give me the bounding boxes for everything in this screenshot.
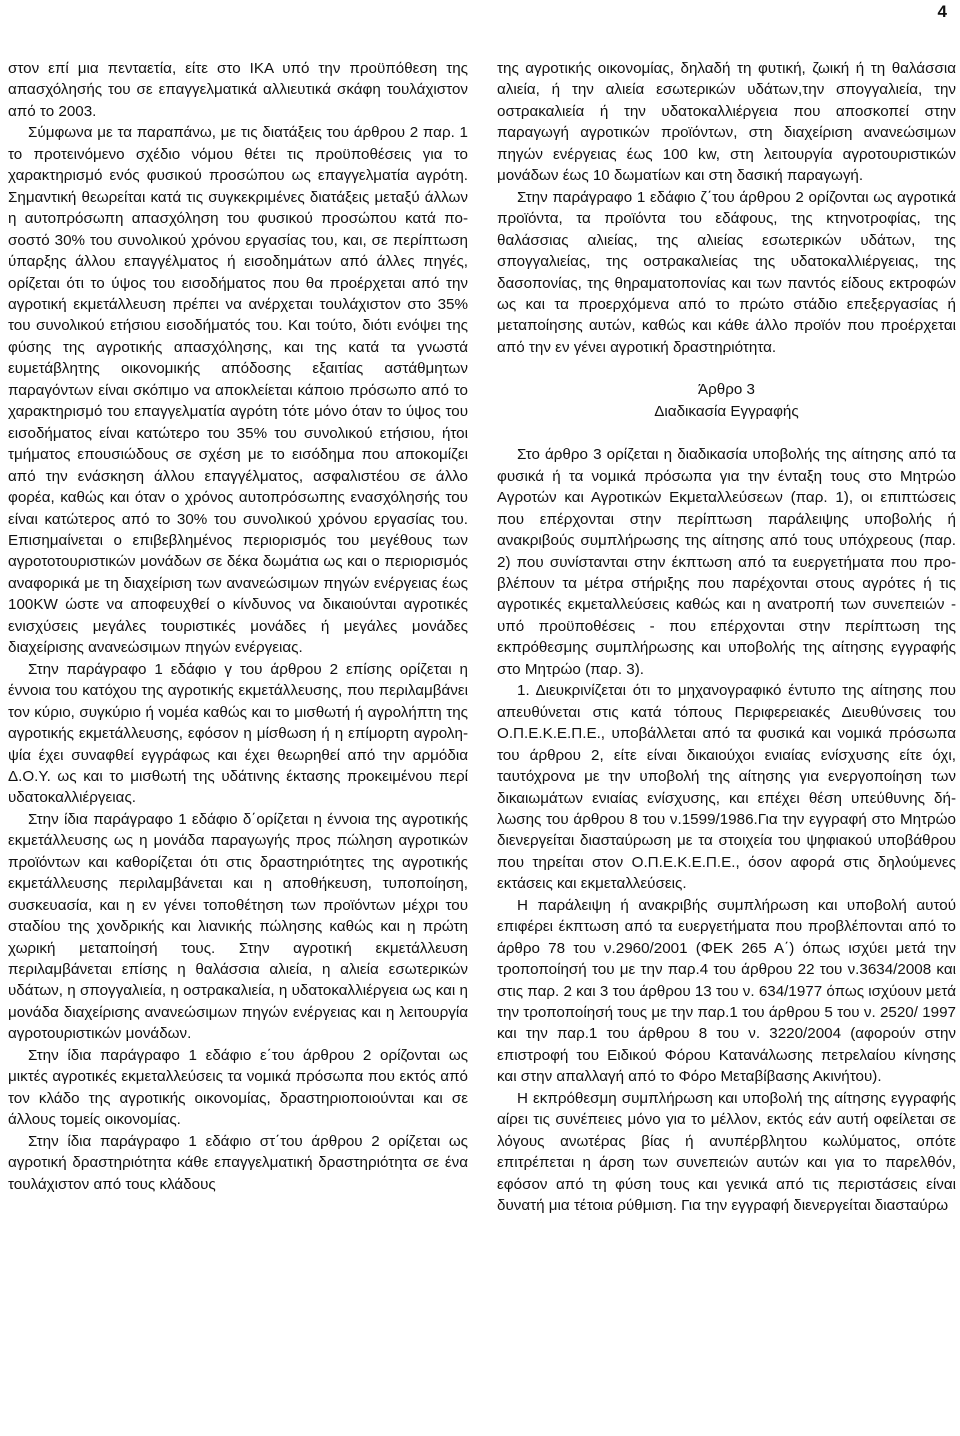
- paragraph: Στην ίδια παράγραφο 1 εδάφιο στ΄του άρθρου 2 ορίζεται ως αγροτική δραστηριότητα κάθε επαγγελματική δραστηριότητα σε ένα τουλάχιστον από τους κλάδους: [8, 1132, 468, 1193]
- article-subheading: Διαδικασία Εγγραφής: [654, 402, 799, 420]
- paragraph: της αγροτικής οικονομίας, δηλαδή τη φυτική, ζωική ή τη θαλάσσια αλιεία, ή την αλιεία εσωτερικών υδάτων,την σπογγαλιεία, την οστρακαλιεία ή την υδατοκαλλιέργεια που αποσκοπεί στην παραγωγή αγροτικών προϊόντων, στη διαχείριση ανανεώσιμων πηγών ενέργειας έως 100 kw, στη λειτουργία αγροτουριστικών μονάδων έως 10 δωματίων και στη δασική παραγωγή.: [497, 60, 956, 185]
- paragraph: Σύμφωνα με τα παραπάνω, με τις διατάξεις του άρθρου 2 παρ. 1 το προτεινόμενο σχέδιο νόμου θέτει τις προϋποθέσεις για το χαρακτηρισμό ενός φυσικού προσώπου ως επαγγελματία αγρότη. Σημαντική θεωρείται κατά τις συγκεκριμένες διατάξεις μεταξύ άλλων η αυτοπρόσωπη απασχόληση του φυσικού προσώπου κατά ποσοστό 30% του συνολικού χρόνου εργασίας του, και, σε περίπτωση ύπαρξης άλλου επαγγέλματος ή εισοδημάτων από άλλες πηγές, ορίζεται ότι το ύψος του εισοδήματος που θα προέρχεται από την αγροτική εκμετάλλευση πρέπει να ανέρχεται τουλάχιστον στο 35% του συνολικού ετήσιου εισοδήματός του. Και τούτο, διότι ενόψει της φύσης της αγροτικής απασχόλησης, και της κατά τα γνωστά ευμετάβλητης οικονομικής απόδοσης εξαιτίας αστάθμητων παραγόντων είναι σκόπιμο να αποκλείεται κάποιο πρόσωπο από το χαρακτηρισμό του επαγγελματία αγρότη τότε μόνο όταν το ύψος του εισοδήματος είναι κατώτερο του 35% του συνολικού ετήσιου, ήτοι τμήματος επουσιώδους σε σχέση με το εισόδημα που αποκομίζει από την ενάσκηση άλλου επαγγέλματος, ασφαλιστέου σε άλλο φορέα, καθώς και όταν ο χρόνος αυτοπρόσωπης ενασχόλησής του είναι κατώτερος από το 30% του συνολικού χρόνου εργασίας του. Επισημαίνεται ο επιβεβλημένος περιορισμός του μεγέθους των αγροτοτουριστικών μονάδων σε δέκα δωμάτια ως και ο περιορισμός αναφορικά με τη διαχείριση των ανανεώσιμων πηγών ενέργειας έως 100KW ώστε να αποφευχθεί ο κίνδυνος να δικαιούνται αγροτικές ενισχύσεις μεγάλες τουριστικές μονάδες ή μεγάλες μονάδες διαχείρισης ανανεώσιμων πηγών ενέργειας.: [8, 124, 468, 657]
- paragraph: Στην παράγραφο 1 εδάφιο γ του άρθρου 2 επίσης ορίζεται η έννοια του κατόχου της αγροτικής εκμετάλλευσης, που περιλαμβάνει τον κύριο, συγκύριο ή νομέα καθώς και το μισθωτή ή αγρολήπτη της αγροτικής εκμετάλλευσης, εφόσον η μίσθωση ή η επίμορτη αγροληψία έχει συναφθεί εγγράφως και έχει θεωρηθεί από την αρμόδια Δ.Ο.Υ. ως και το μισθωτή της υδάτινης έκτασης προκειμένου περί υδατοκαλλιέργειας.: [8, 660, 468, 807]
- paragraph: Στην παράγραφο 1 εδάφιο ζ΄του άρθρου 2 ορίζονται ως αγροτικά προϊόντα, τα προϊόντα του εδάφους, της κτηνοτροφίας, της θαλάσσιας αλιείας, της αλιείας εσωτερικών υδάτων, της σπογγαλιείας, της οστρακαλιείας της υδατοκαλλιέργειας, της δασοπονίας, της θηραματοπονίας και των παντός είδους εκτροφών ως και τα προερχόμενα από το πρώτο στάδιο επεξεργασίας ή μεταποίησης αυτών, καθώς και κάθε άλλο προϊόν που προέρχεται από την εν γένει αγροτική δραστηριότητα.: [497, 188, 956, 356]
- paragraph: Στην ίδια παράγραφο 1 εδάφιο ε΄του άρθρου 2 ορίζονται ως μικτές αγροτικές εκμεταλλεύσεις τα νομικά πρόσωπα που εκτός από τον κλάδο της αγροτικής οικονομίας, δραστηριοποιούνται και σε άλλους τομείς οικονομίας.: [8, 1046, 468, 1129]
- paragraph: στον επί μια πενταετία, είτε στο ΙΚΑ υπό την προϋπόθεση της απασχόλησής του σε επαγγελματικά αλλιευτικά σκάφη τουλάχιστον από το 2003.: [8, 60, 468, 120]
- paragraph: Η εκπρόθεσμη συμπλήρωση και υποβολή της αίτησης εγγραφής αίρει τις συνέπειες μόνο για το μέλλον, εκτός εάν αυτή οφείλεται σε λόγους ανωτέρας βίας ή ανυπέρβλητου κωλύματος, οπότε επιτρέπεται η άρση των συνεπειών αυτών και για το παρελθόν, εφόσον από τη φύση τους και γενικά από τις περιστάσεις είναι δυνατή μια τέτοια ρύθμιση. Για την εγγραφή διενεργείται διασταύρω: [497, 1089, 956, 1215]
- left-column: [8, 58, 468, 1195]
- paragraph: 1. Διευκρινίζεται ότι το μηχανογραφικό έντυπο της αίτησης που απευθύνεται στις κατά τόπους Περιφερειακές Διευθύνσεις του Ο.Π.Ε.Κ.Ε.Π.Ε., υποβάλλεται από τα φυσικά και νομικά πρόσωπα του άρθρου 2, είτε είναι δικαιούχοι ενιαίας ενίσχυσης είτε όχι, ταυτόχρονα με την υποβολή της αίτησης για ενεργοποίηση των δικαιωμάτων ενιαίας ενίσχυσης, και επέχει θέση υπεύθυνης δήλωσης του άρθρου 8 του ν.1599/1986.Για την εγγραφή στο Μητρώο διενεργείται διασταύρωση με τα στοιχεία του ψηφιακού υποβάθρου που τηρείται στον Ο.Π.Ε.Κ.Ε.Π.Ε., όσον αφορά στις δηλούμενες εκτάσεις και εκμεταλλεύσεις.: [497, 682, 956, 893]
- right-column: [497, 58, 956, 1217]
- paragraph: Η παράλειψη ή ανακριβής συμπλήρωση και υποβολή αυτού επιφέρει έκπτωση από τα ευεργετήματα που προβλέπονται από το άρθρο 78 του ν.2960/2001 (ΦΕΚ 265 Α΄) όπως ισχύει μετά την τροποποίησή του με την παρ.4 του άρθρου 22 του ν.3634/2008 και στις παρ. 2 και 3 του άρθρου 13 του ν. 634/1977 όπως ισχύουν μετά την τροποποίησή τους με την παρ.1 του άρθρου 5 του ν. 2520/ 1997 και την παρ.1 του άρθρου 8 του ν. 3220/2004 (αφορούν στην επιστροφή του Ειδικού Φόρου Κατανάλωσης πετρελαίου κίνησης και στην απαλλαγή από το Φόρο Μεταβίβασης Ακινήτου).: [497, 896, 956, 1086]
- article-heading: Άρθρο 3: [698, 381, 755, 399]
- paragraph: Στο άρθρο 3 ορίζεται η διαδικασία υποβολής της αίτησης από τα φυσικά ή τα νομικά πρόσωπα για την ένταξη τους στο Μητρώο Αγροτών και Αγροτικών Εκμεταλλεύσεων (παρ. 1), οι επιπτώσεις που επέρχονται στην περίπτωση παράλειψης υποβολής ή ανακριβούς συμπλήρωσης της αίτησης από τους υπόχρεους (παρ. 2) που συνίστανται στην έκπτωση από τα ευεργετήματα που προβλέπουν τα μέτρα στήριξης που παρέχονται στους αγρότες ή τις αγροτικές εκμεταλλεύσεις καθώς και η ανατροπή των συνεπειών - υπό προϋποθέσεις - που επέρχονται στην περίπτωση της εκπρόθεσμης συμπλήρωσης και υποβολής της αίτησης εγγραφής στο Μητρώο (παρ. 3).: [497, 446, 956, 678]
- paragraph: Στην ίδια παράγραφο 1 εδάφιο δ΄ορίζεται η έννοια της αγροτικής εκμετάλλευσης ως η μονάδα παραγωγής προς πώληση αγροτικών προϊόντων και καθορίζεται ότι στις δραστηριότητες της αγροτικής εκμετάλλευσης περιλαμβάνεται και η αποθήκευση, τυποποίηση, συσκευασία, και η εν γένει τοποθέτηση των προϊόντων μέχρι του σταδίου της χονδρικής και λιανικής πώλησης καθώς και η πρώτη χωρική μεταποίησή τους. Στην αγροτική εκμετάλλευση περιλαμβάνεται επίσης η θαλάσσια αλιεία, η αλιεία εσωτερικών υδάτων, η σπογγαλιεία, η οστρακαλιεία, η υδατοκαλλιέργεια ως και η μονάδα διαχείρισης ανανεώσιμων πηγών ενέργειας και η λειτουργία αγροτουριστικών μονάδων.: [8, 810, 468, 1043]
- page-number: 4: [937, 2, 947, 21]
